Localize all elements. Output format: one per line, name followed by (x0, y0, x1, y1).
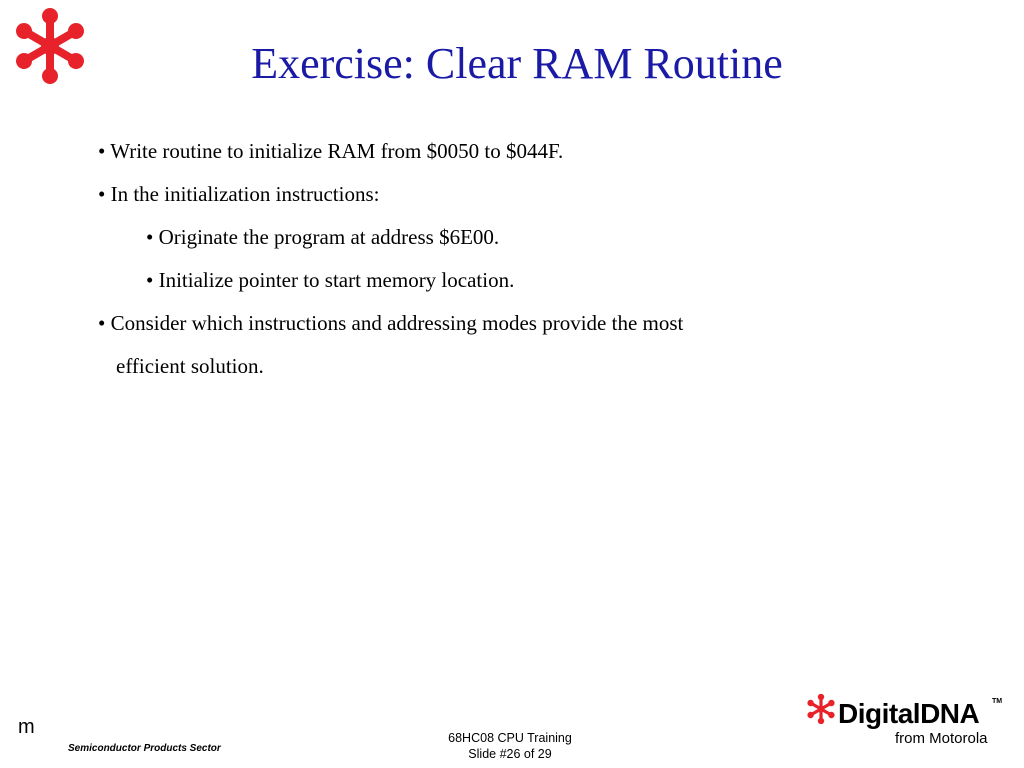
sub-bullet-item: • Initialize pointer to start memory location. (146, 268, 515, 292)
sub-bullet-item: • Originate the program at address $6E00. (146, 225, 500, 249)
footer-mark: m (18, 716, 35, 738)
footer-slide-info (420, 730, 600, 762)
bullet-item: • Consider which instructions and addressing modes provide the most (98, 311, 684, 335)
bullet-continuation: efficient solution. (116, 354, 264, 378)
dna-wordmark (838, 698, 979, 730)
dna-subtitle: from Motorola (895, 730, 988, 747)
bullet-item: • In the initialization instructions: (98, 182, 380, 206)
dna-star-icon (806, 694, 836, 724)
footer-slide-number: Slide #26 of 29 (468, 747, 552, 761)
footer-course: 68HC08 CPU Training (448, 731, 572, 745)
bullet-item: • Write routine to initialize RAM from $0050 to $044F. (98, 139, 564, 163)
footer-sector-label: Semiconductor Products Sector (68, 743, 221, 754)
dna-wordmark-regular: Digital (838, 698, 921, 729)
digital-dna-logo (806, 692, 1006, 754)
slide-body (98, 136, 683, 394)
slide-title: Exercise: Clear RAM Routine (251, 39, 783, 88)
dna-wordmark-bold: DNA (920, 698, 980, 729)
trademark-mark: TM (992, 698, 1003, 705)
